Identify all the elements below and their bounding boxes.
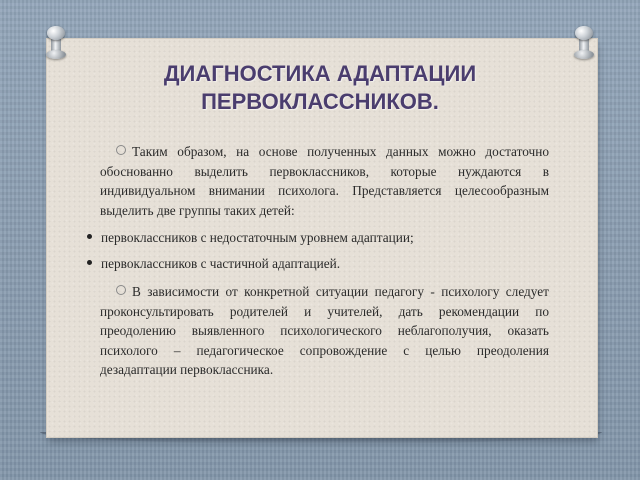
title-line-1: ДИАГНОСТИКА АДАПТАЦИИ	[163, 61, 477, 86]
paragraph-1	[100, 142, 549, 220]
bullet-dot-icon	[87, 260, 92, 265]
bullet-item-2	[101, 254, 340, 273]
bullet-item-1-text: первоклассников с недостаточным уровнем адаптации;	[101, 230, 414, 245]
bullet-dot-icon	[87, 234, 92, 239]
slide-title	[80, 60, 560, 116]
circle-bullet-icon	[116, 285, 126, 295]
paragraph-2	[100, 282, 549, 380]
pushpin-icon	[573, 26, 595, 60]
paragraph-2-text: В зависимости от конкретной ситуации педагогу - психологу следует проконсультировать родителей и учителей, дать рекомендации по преодолению выявленного психологического неблагополучия, оказать психолого – педагогическое сопровождение с целью преодоления дезадаптации первоклассника.	[100, 284, 549, 378]
pushpin-icon	[45, 26, 67, 60]
circle-bullet-icon	[116, 145, 126, 155]
bullet-item-1	[101, 228, 414, 247]
title-line-2: ПЕРВОКЛАССНИКОВ.	[201, 89, 439, 114]
bullet-item-2-text: первоклассников с частичной адаптацией.	[101, 256, 341, 271]
paragraph-1-text: Таким образом, на основе полученных данных можно достаточно обоснованно выделить первоклассников, которые нуждаются в индивидуальном внимании психолога. Представляется целесообразным выделить две группы таких детей:	[100, 144, 549, 218]
